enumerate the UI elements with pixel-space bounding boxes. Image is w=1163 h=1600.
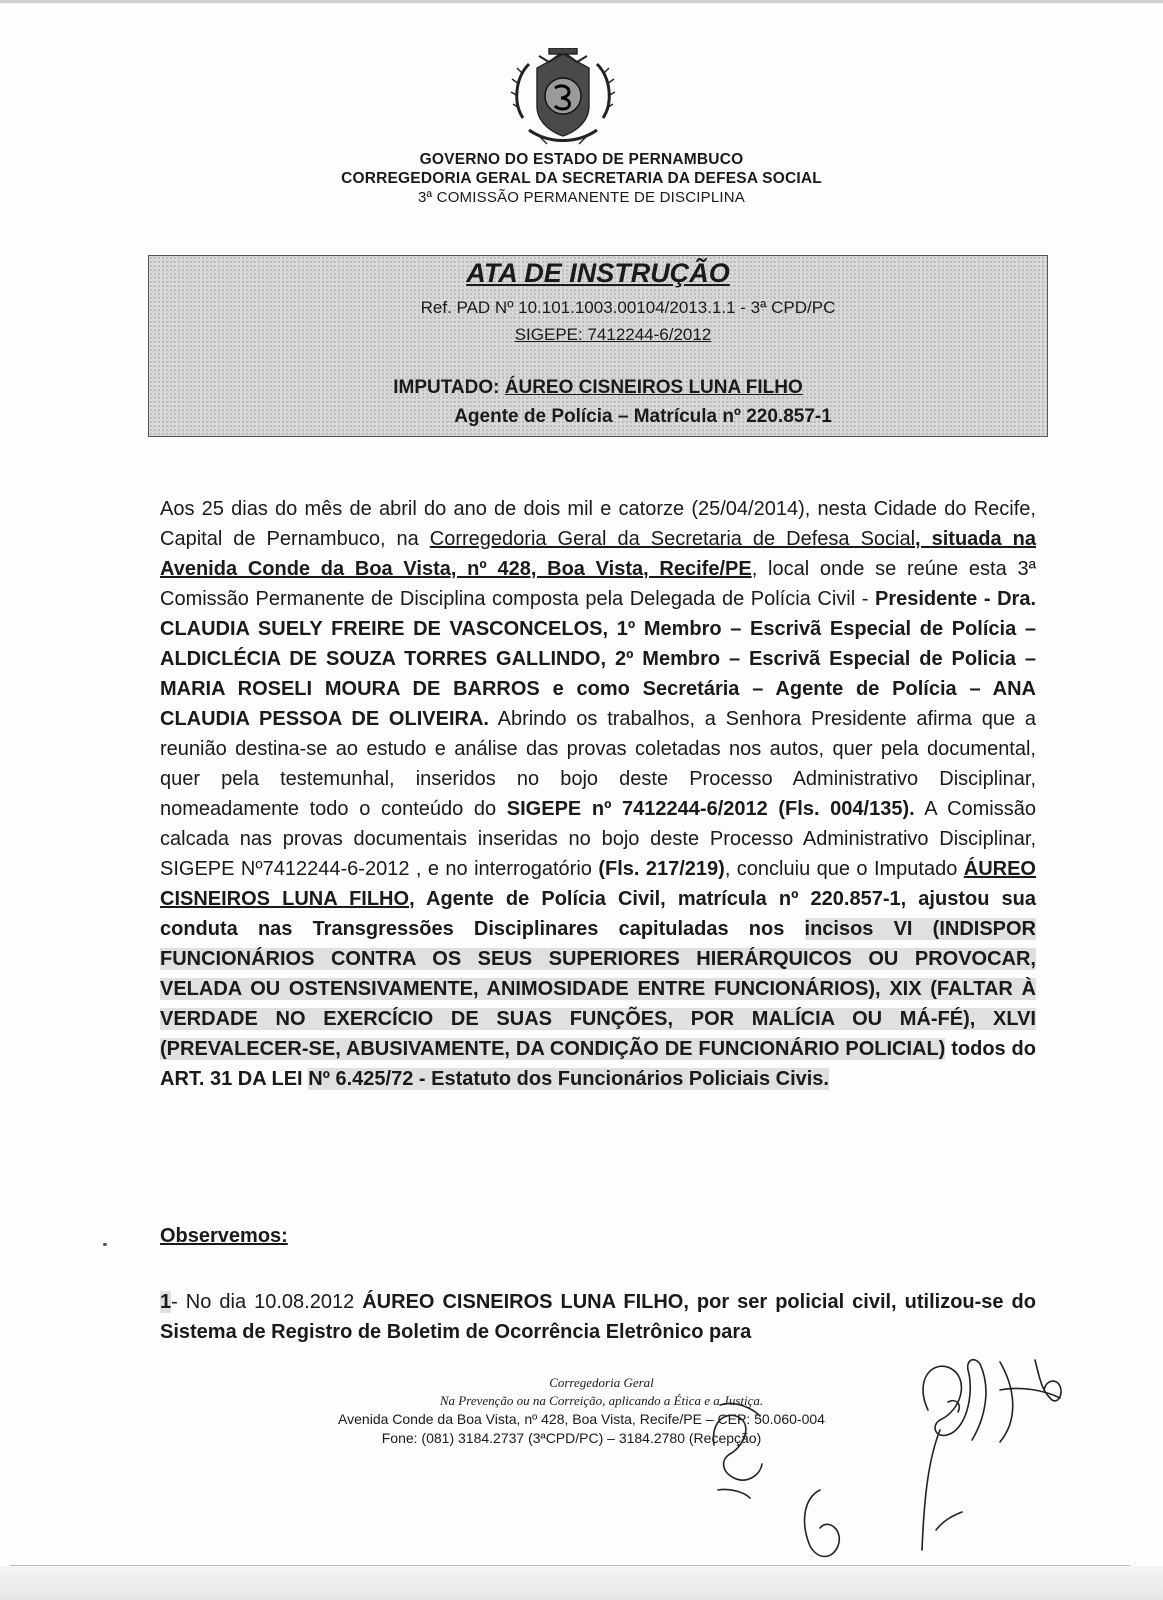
- highlighted-incisos: incisos VI (INDISPOR FUNCIONÁRIOS CONTRA OS SEUS SUPERIORES HIERÁRQUICOS OU PROVOCAR, VELADA OU OSTENSIVAMENTE, ANIMOSIDADE ENTRE FUNCIONÁRIOS), XIX (FALTAR À VERDADE NO EXERCÍCIO DE SUAS FUNÇÕES, POR MALÍCIA OU MÁ-FÉ), XLVI (PREVALECER-SE, ABUSIVAMENTE, DA CONDIÇÃO DE FUNCIONÁRIO POLICIAL): [160, 918, 1036, 1060]
- observemos-heading: Observemos:: [160, 1225, 288, 1247]
- imputado-name: ÁUREO CISNEIROS LUNA FILHO: [504, 377, 803, 398]
- sigepe-reference: [149, 325, 1047, 345]
- footer-address: Avenida Conde da Boa Vista, nº 428, Boa Vista, Recife/PE – CEP: 50.060-004: [338, 1411, 825, 1427]
- letterhead-line-1: GOVERNO DO ESTADO DE PERNAMBUCO: [419, 151, 744, 168]
- pad-reference-text: Ref. PAD Nº 10.101.1003.00104/2013.1.1 - 3ª CPD/PC: [420, 298, 836, 317]
- imputado-name-inline: ÁUREO CISNEIROS LUNA FILHO: [160, 858, 1036, 910]
- footer-motto: Na Prevenção ou na Correição, aplicando a Ética e a Justiça.: [439, 1393, 764, 1408]
- letterhead-line-2: CORREGEDORIA GERAL DA SECRETARIA DA DEFESA SOCIAL: [341, 170, 822, 187]
- sigepe-citation: SIGEPE nº 7412244-6/2012 (Fls. 004/135).: [506, 798, 915, 820]
- minutes-paragraph: [160, 494, 1036, 1094]
- document-title-text: ATA DE INSTRUÇÃO: [466, 258, 730, 288]
- conduct-segment: , Agente de Polícia Civil, matrícula nº 220.857-1, ajustou sua conduta nas Transgressões Disciplinares capituladas nos: [160, 888, 1036, 940]
- footer-org: Corregedoria Geral: [549, 1375, 654, 1390]
- coat-of-arms-seal: [509, 48, 617, 146]
- letterhead-line-3: 3ª COMISSÃO PERMANENTE DE DISCIPLINA: [418, 189, 745, 206]
- imputado-label: IMPUTADO:: [393, 377, 500, 398]
- item-text: ÁUREO CISNEIROS LUNA FILHO, por ser policial civil, utilizou-se do Sistema de Registro de Boletim de Ocorrência Eletrônico para: [160, 1291, 1036, 1343]
- article-segment: todos do ART. 31 DA LEI: [160, 1038, 1036, 1090]
- text-segment: Aos 25 dias do mês de abril do ano de dois mil e catorze (25/04/2014), nesta Cidade do Recife, Capital de Pernambuco, na: [160, 498, 1036, 550]
- text-segment: , concluiu que o Imputado: [724, 858, 964, 880]
- commission-members: Presidente - Dra. CLAUDIA SUELY FREIRE DE VASCONCELOS, 1º Membro – Escrivã Especial de Polícia – ALDICLÉCIA DE SOUZA TORRES GALLINDO, 2º Membro – Escrivã Especial de Policia – MARIA ROSELI MOURA DE BARROS e como Secretária – Agente de Polícia – ANA CLAUDIA PESSOA DE OLIVEIRA.: [160, 588, 1037, 730]
- agent-line: [149, 406, 1047, 428]
- agent-text: Agente de Polícia – Matrícula nº 220.857-1: [454, 406, 832, 427]
- corregedoria-name: Corregedoria Geral da Secretaria de Defesa Social: [429, 528, 916, 550]
- item-date-text: - No dia 10.08.2012: [171, 1291, 363, 1313]
- text-segment: , local onde se reúne esta 3ª Comissão Permanente de Disciplina composta pela Delegada de Polícia Civil -: [160, 558, 1037, 610]
- document-title: [149, 258, 1047, 289]
- scan-edge-top: [0, 0, 1163, 3]
- highlighted-law: Nº 6.425/72 - Estatuto dos Funcionários Policiais Civis.: [308, 1068, 829, 1090]
- fls-citation: (Fls. 217/219): [598, 858, 725, 880]
- text-segment: A Comissão calcada nas provas documentais inseridas no bojo deste Processo Administrativo Disciplinar, SIGEPE Nº7412244-6-2012 , e no interrogatório: [160, 798, 1036, 880]
- observation-item-1: [160, 1287, 1036, 1347]
- letterhead: [0, 150, 1163, 207]
- address-segment: , situada na Avenida Conde da Boa Vista, nº 428, Boa Vista, Recife/PE: [160, 528, 1037, 580]
- scan-speck: [103, 1243, 107, 1246]
- footer-phone: Fone: (081) 3184.2737 (3ªCPD/PC) – 3184.2780 (Recepção): [381, 1430, 762, 1446]
- item-number: 1: [160, 1291, 172, 1313]
- handwritten-signatures: [700, 1350, 1120, 1580]
- pad-reference: [149, 298, 1047, 318]
- scan-edge-bottom: [0, 1566, 1163, 1600]
- sigepe-reference-text: SIGEPE: 7412244-6/2012: [514, 325, 712, 344]
- text-segment: Abrindo os trabalhos, a Senhora Presidente afirma que a reunião destina-se ao estudo e análise das provas coletadas nos autos, quer pela documental, quer pela testemunhal, inseridos no bojo deste Processo Administrativo Disciplinar, nomeadamente todo o conteúdo do: [160, 708, 1037, 820]
- imputado-line: [149, 377, 1047, 399]
- document-title-box: [148, 255, 1048, 437]
